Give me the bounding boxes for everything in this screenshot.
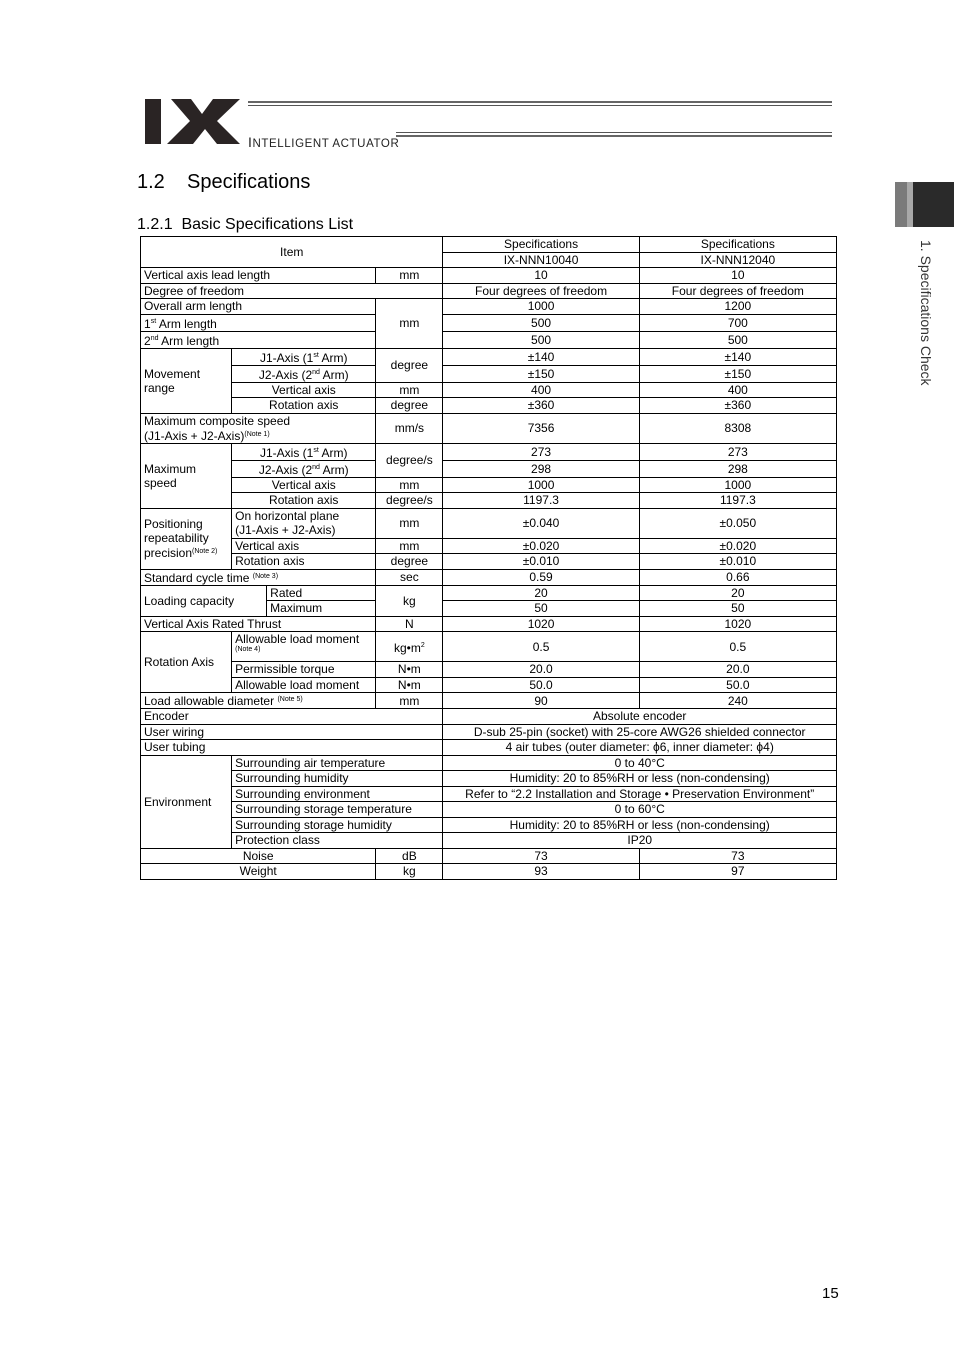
col2-header: Specifications — [639, 237, 836, 253]
table-row: Rotation axis degree/s 1197.3 1197.3 — [141, 493, 837, 509]
table-row: Allowable load moment N•m 50.0 50.0 — [141, 677, 837, 693]
table-row: Degree of freedom Four degrees of freedom Four degrees of freedom — [141, 283, 837, 299]
table-row: Maximum composite speed (J1-Axis + J2-Axis)$^{(Note 1)}$ mm/s 7356 8308 — [141, 413, 837, 443]
table-row: Permissible torque N•m 20.0 20.0 — [141, 662, 837, 678]
item-header: Item — [141, 237, 443, 268]
table-row: Maximum 50 50 — [141, 601, 837, 617]
ix-logo-mark — [145, 97, 245, 147]
table-row: 1st Arm length 500 700 — [141, 314, 837, 331]
table-row: Rotation Axis Allowable load moment (Note 4) $kg•m^2$ 0.5 0.5 — [141, 632, 837, 662]
table-row: Load allowable diameter $^{(Note 5)}$ mm 90 240 — [141, 693, 837, 709]
table-row: Overall arm length mm 1000 1200 — [141, 299, 837, 315]
brand-name: INTELLIGENT ACTUATOR — [248, 134, 400, 150]
col1-model: IX-NNN10040 — [443, 252, 639, 268]
table-row: Encoder Absolute encoder — [141, 709, 837, 725]
table-row: Maximum speed J1-Axis (1st Arm) degree/s 273 273 — [141, 443, 837, 460]
table-row: Loading capacity Rated kg 20 20 — [141, 585, 837, 601]
specifications-table — [140, 236, 837, 880]
table-row: Protection class IP20 — [141, 833, 837, 849]
chapter-tab — [895, 182, 954, 227]
table-row: Surrounding humidity Humidity: 20 to 85%RH or less (non-condensing) — [141, 771, 837, 787]
table-row: Vertical Axis Rated Thrust N 1020 1020 — [141, 616, 837, 632]
table-row: Vertical axis lead length mm 10 10 — [141, 268, 837, 284]
table-row: User wiring D-sub 25-pin (socket) with 25-core AWG26 shielded connector — [141, 724, 837, 740]
page-number: 15 — [822, 1285, 839, 1302]
header-rule-bottom-1 — [396, 132, 832, 133]
table-row: Rotation axis degree ±360 ±360 — [141, 398, 837, 414]
table-row: Weight kg 93 97 — [141, 864, 837, 880]
header-rule-top-1 — [248, 101, 832, 103]
col1-header: Specifications — [443, 237, 639, 253]
table-row: 2nd Arm length 500 500 — [141, 331, 837, 348]
table-row: Positioning repeatability precision$^{(Note 2)}$ On horizontal plane (J1-Axis + J2-Axis) mm ±0.040 ±0.050 — [141, 508, 837, 538]
table-row: Surrounding storage humidity Humidity: 20 to 85%RH or less (non-condensing) — [141, 817, 837, 833]
table-row: J2-Axis (2nd Arm) 298 298 — [141, 460, 837, 477]
table-row: Vertical axis mm 400 400 — [141, 382, 837, 398]
table-row: Surrounding environment Refer to “2.2 Installation and Storage • Preservation Environment” — [141, 786, 837, 802]
table-row: Rotation axis degree ±0.010 ±0.010 — [141, 554, 837, 570]
col2-model: IX-NNN12040 — [639, 252, 836, 268]
table-row: Movement range J1-Axis (1st Arm) degree ±140 ±140 — [141, 348, 837, 365]
table-row: Vertical axis mm 1000 1000 — [141, 477, 837, 493]
table-row: Vertical axis mm ±0.020 ±0.020 — [141, 538, 837, 554]
table-row: Surrounding storage temperature 0 to 60°C — [141, 802, 837, 818]
table-row: J2-Axis (2nd Arm) ±150 ±150 — [141, 365, 837, 382]
table-row: Standard cycle time $^{(Note 3)}$ sec 0.59 0.66 — [141, 569, 837, 585]
header-rule-bottom-2 — [396, 135, 832, 137]
subsection-title: 1.2.1 Basic Specifications List — [137, 216, 354, 233]
table-row: Noise dB 73 73 — [141, 848, 837, 864]
chapter-tab-label: 1. Specifications Check — [918, 240, 934, 386]
section-title: 1.2 Specifications — [137, 171, 311, 193]
table-row: Environment Surrounding air temperature 0 to 40°C — [141, 755, 837, 771]
header-rule-top-2 — [248, 105, 832, 106]
table-header-row — [141, 237, 837, 253]
table-row: User tubing 4 air tubes (outer diameter: ϕ6, inner diameter: ϕ4) — [141, 740, 837, 756]
